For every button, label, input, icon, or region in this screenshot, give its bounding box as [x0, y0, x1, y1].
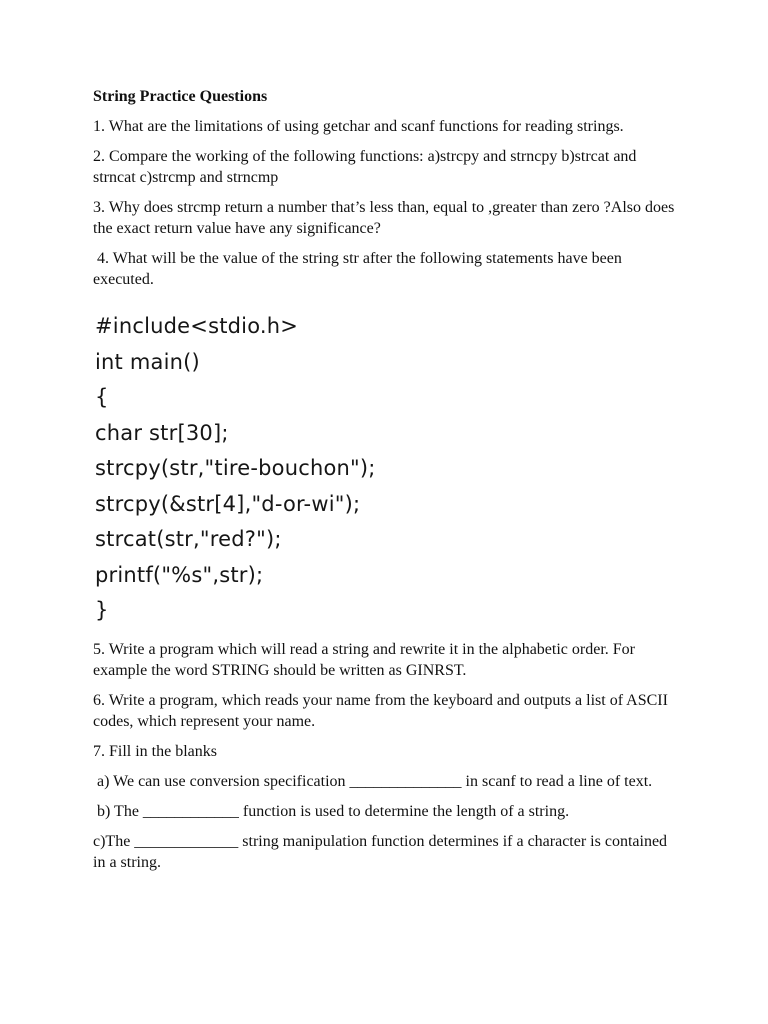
question-4: 4. What will be the value of the string str after the following statements have been executed.: [93, 250, 626, 288]
document-title: String Practice Questions: [93, 88, 268, 105]
question-7: 7. Fill in the blanks: [93, 742, 217, 760]
question-6: 6. Write a program, which reads your name from the keyboard and outputs a list of ASCII codes, which represent your name.: [93, 691, 668, 730]
code-line: int main(): [95, 349, 200, 374]
code-line: char str[30];: [95, 420, 229, 445]
question-3: 3. Why does strcmp return a number that’s less than, equal to ,greater than zero ?Also does the exact return value have any significance?: [93, 199, 675, 237]
question-7a: a) We can use conversion specification ______________ in scanf to read a line of text.: [93, 772, 653, 790]
question-2: 2. Compare the working of the following functions: a)strcpy and strncpy b)strcat and strncat c)strcmp and strncmp: [93, 148, 637, 186]
code-line: strcpy(&str[4],"d-or-wi");: [95, 491, 361, 516]
question-7b: b) The ____________ function is used to determine the length of a string.: [93, 802, 570, 820]
code-snippet-image: [95, 309, 683, 629]
code-line: {: [95, 385, 109, 409]
code-line: }: [95, 598, 109, 622]
code-line: strcat(str,"red?");: [95, 527, 282, 551]
code-line: printf("%s",str);: [95, 562, 264, 587]
question-1: 1. What are the limitations of using getchar and scanf functions for reading strings.: [93, 118, 624, 135]
question-7c: c)The _____________ string manipulation function determines if a character is contained in a string.: [93, 832, 668, 871]
code-line: #include<stdio.h>: [95, 314, 299, 338]
document-page: [93, 86, 683, 882]
code-line: strcpy(str,"tire-bouchon");: [95, 456, 376, 480]
question-5: 5. Write a program which will read a string and rewrite it in the alphabetic order. For example the word STRING should be written as GINRST.: [93, 640, 635, 679]
